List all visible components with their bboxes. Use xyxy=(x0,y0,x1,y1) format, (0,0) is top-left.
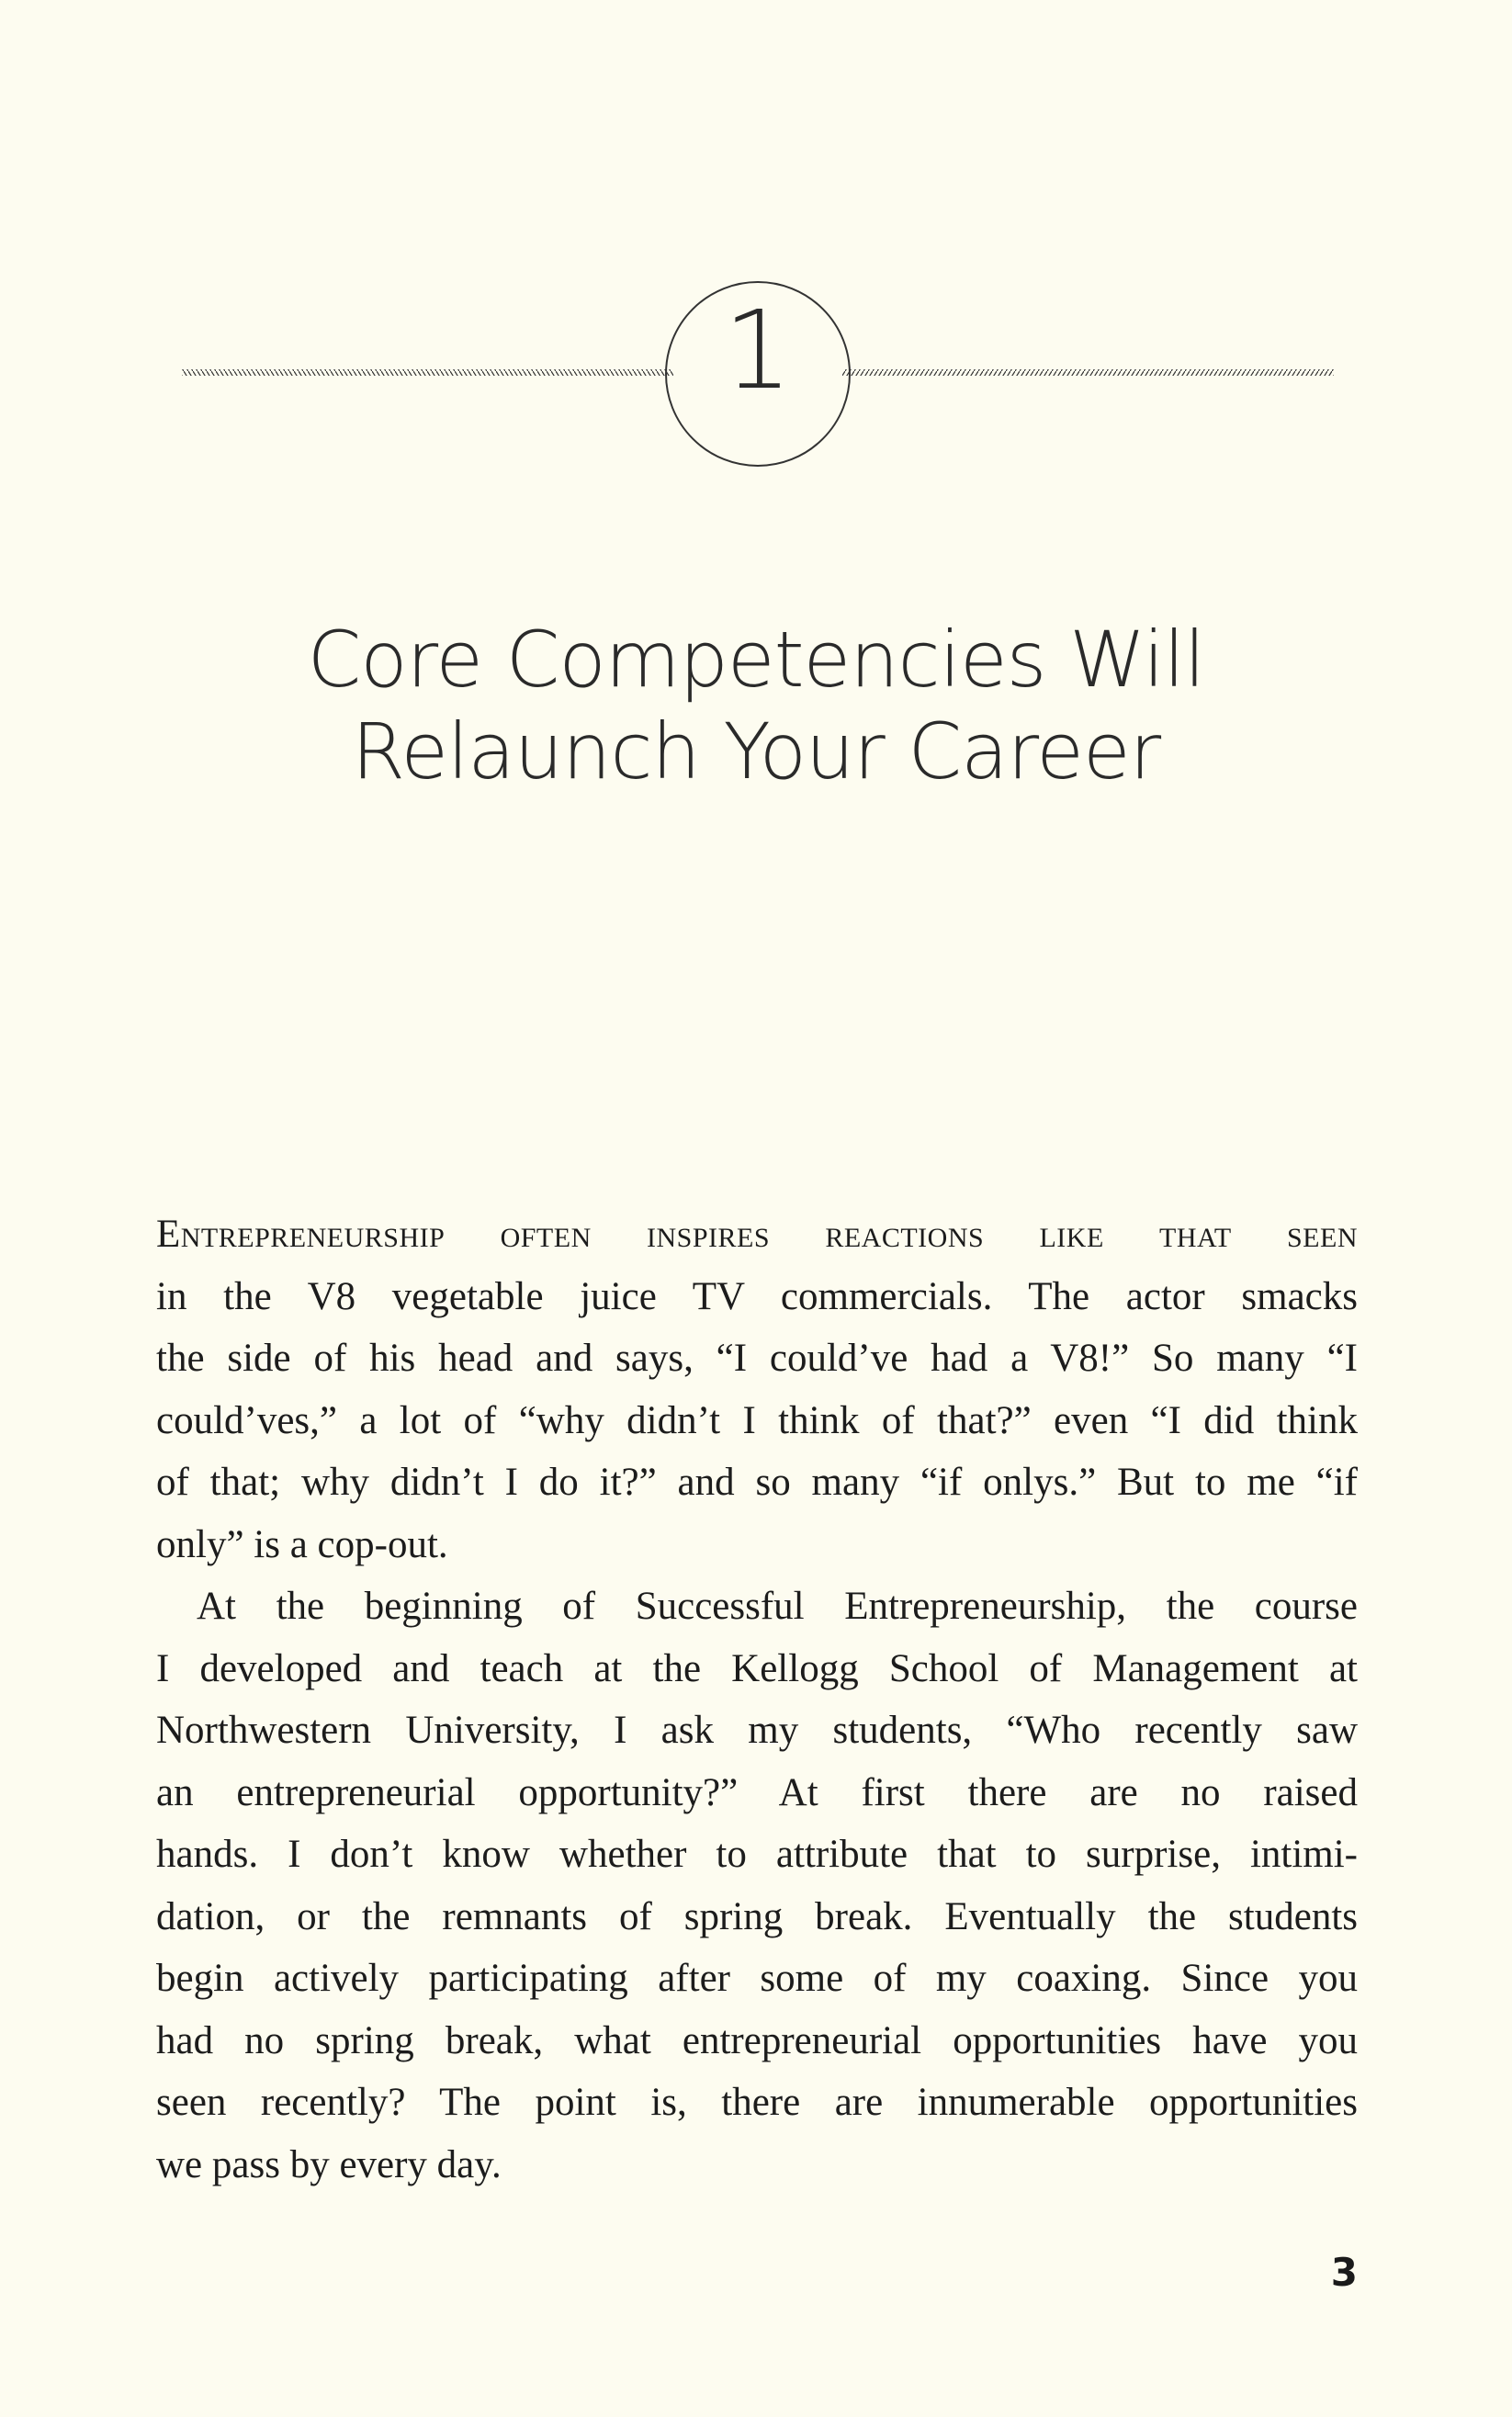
text-line: in the V8 vegetable juice TV commercials. The actor smacks xyxy=(156,1274,1358,1318)
chapter-number: 1 xyxy=(723,287,793,413)
text-line: could’ves,” a lot of “why didn’t I think of that?” even “I did think xyxy=(156,1398,1358,1442)
text-line: we pass by every day. xyxy=(156,2142,502,2186)
paragraph-1 xyxy=(156,1203,1358,1576)
paragraph-2 xyxy=(156,1576,1358,2196)
chapter-title-line-1: Core Competencies Will xyxy=(307,615,1205,705)
text-line: Entrepreneurship often inspires reactions like that seen xyxy=(156,1213,1358,1256)
text-line: hands. I don’t know whether to attribute that to surprise, intimi- xyxy=(156,1833,1358,1876)
text-line: I developed and teach at the Kellogg School of Management at xyxy=(156,1646,1358,1690)
text-line: of that; why didn’t I do it?” and so many “if onlys.” But to me “if xyxy=(156,1461,1358,1504)
page-number: 3 xyxy=(1330,2250,1358,2295)
text-line: Northwestern University, I ask my students, “Who recently saw xyxy=(156,1709,1358,1752)
text-line: the side of his head and says, “I could’ve had a V8!” So many “I xyxy=(156,1337,1358,1380)
text-line: had no spring break, what entrepreneurial opportunities have you xyxy=(156,2018,1358,2062)
text-line: dation, or the remnants of spring break. Eventually the students xyxy=(156,1894,1358,1938)
chapter-title-line-2: Relaunch Your Career xyxy=(351,706,1161,796)
text-line: an entrepreneurial opportunity?” At first there are no raised xyxy=(156,1770,1358,1814)
body-text xyxy=(156,1203,1358,2196)
text-line: begin actively participating after some of my coaxing. Since you xyxy=(156,1957,1358,2000)
chapter-title xyxy=(138,614,1374,797)
text-line: seen recently? The point is, there are innumerable opportunities xyxy=(156,2081,1358,2124)
text-line: only” is a cop-out. xyxy=(156,1522,448,1566)
text-line: At the beginning of Successful Entrepreneurship, the course xyxy=(197,1585,1358,1628)
chapter-ornament xyxy=(175,276,1341,478)
